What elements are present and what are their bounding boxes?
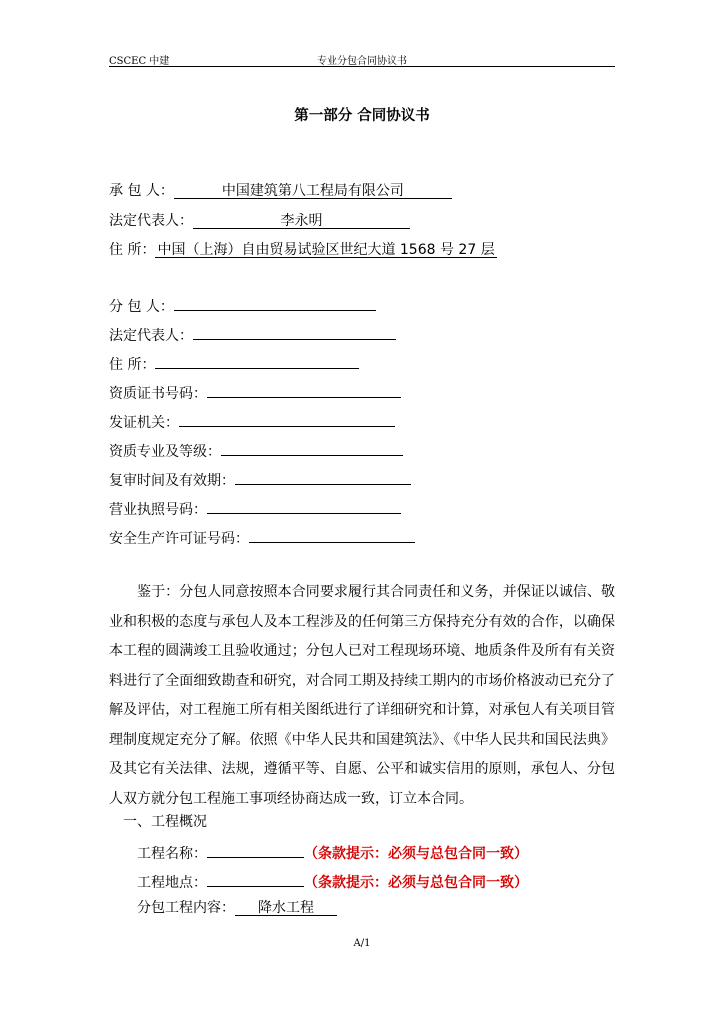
sub-name-field[interactable]	[174, 293, 376, 311]
document-title: 第一部分 合同协议书	[294, 108, 430, 124]
project-name-row	[137, 840, 528, 864]
contractor-rep-row	[109, 211, 410, 231]
content-row	[137, 898, 337, 918]
content-value: 降水工程	[235, 898, 337, 916]
contractor-rep-label: 法定代表人：	[109, 213, 193, 229]
sub-review-row	[109, 467, 411, 491]
project-site-hint: （条款提示：必须与总包合同一致）	[304, 875, 528, 891]
contractor-name-row	[109, 181, 452, 201]
contractor-addr-value: 中国（上海）自由贸易试验区世纪大道 1568 号 27 层	[157, 242, 495, 258]
sub-addr-label: 住 所：	[109, 357, 156, 373]
sub-rep-field[interactable]	[193, 322, 396, 340]
sub-issuer-field[interactable]	[179, 409, 395, 427]
project-site-row	[137, 869, 528, 893]
sub-qual-row	[109, 438, 403, 462]
content-label: 分包工程内容：	[137, 900, 235, 916]
contractor-rep-value: 李永明	[193, 211, 410, 229]
preamble-text: 鉴于：分包人同意按照本合同要求履行其合同责任和义务，并保证以诚信、敬业和积极的态度与承包人及本工程涉及的任何第三方保持充分有效的合作，以确保本工程的圆满竣工且验收通过；分包人已对工程现场环境、地质条件及所有有关资料进行了全面细致勘查和研究，对合同工期及持续工期内的市场价格波动已充分了解及评估，对工程施工所有相关图纸进行了详细研究和计算，对承包人有关项目管理制度规定充分了解。依照《中华人民共和国建筑法》、《中华人民共和国民法典》及其它有关法律、法规，遵循平等、自愿、公平和诚实信用的原则，承包人、分包人双方就分包工程施工事项经协商达成一致，订立本合同。	[109, 584, 615, 807]
contractor-addr-label: 住 所：	[109, 242, 156, 258]
sub-addr-field[interactable]	[155, 351, 359, 369]
project-site-field[interactable]	[207, 869, 304, 887]
sub-review-field[interactable]	[235, 467, 411, 485]
sub-license-field[interactable]	[207, 496, 401, 514]
sub-safety-label: 安全生产许可证号码：	[109, 531, 249, 547]
header-doc-title: 专业分包合同协议书	[317, 56, 407, 67]
sub-qual-label: 资质专业及等级：	[109, 444, 221, 460]
sub-safety-row	[109, 525, 415, 549]
sub-license-label: 营业执照号码：	[109, 502, 207, 518]
sub-cert-row	[109, 380, 401, 404]
project-name-field[interactable]	[207, 840, 304, 858]
page-header	[109, 52, 615, 67]
sub-name-label: 分 包 人：	[109, 299, 174, 315]
sub-safety-field[interactable]	[249, 525, 415, 543]
project-site-label: 工程地点：	[137, 875, 207, 891]
project-name-label: 工程名称：	[137, 846, 207, 862]
sub-review-label: 复审时间及有效期：	[109, 473, 235, 489]
contractor-name-value: 中国建筑第八工程局有限公司	[174, 181, 452, 199]
contractor-name-label: 承 包 人：	[109, 183, 174, 199]
preamble-paragraph	[109, 578, 615, 814]
sub-cert-label: 资质证书号码：	[109, 386, 207, 402]
contractor-addr-row	[109, 240, 497, 260]
sub-cert-field[interactable]	[207, 380, 401, 398]
page-number: A/1	[353, 938, 371, 949]
sub-name-row	[109, 293, 376, 317]
project-name-hint: （条款提示：必须与总包合同一致）	[304, 846, 528, 862]
section1-heading: 一、工程概况	[123, 814, 207, 830]
sub-qual-field[interactable]	[221, 438, 403, 456]
sub-addr-row	[109, 351, 359, 375]
sub-issuer-row	[109, 409, 395, 433]
sub-license-row	[109, 496, 401, 520]
sub-rep-label: 法定代表人：	[109, 328, 193, 344]
header-brand: CSCEC 中建	[109, 56, 170, 67]
sub-issuer-label: 发证机关：	[109, 415, 179, 431]
sub-rep-row	[109, 322, 396, 346]
